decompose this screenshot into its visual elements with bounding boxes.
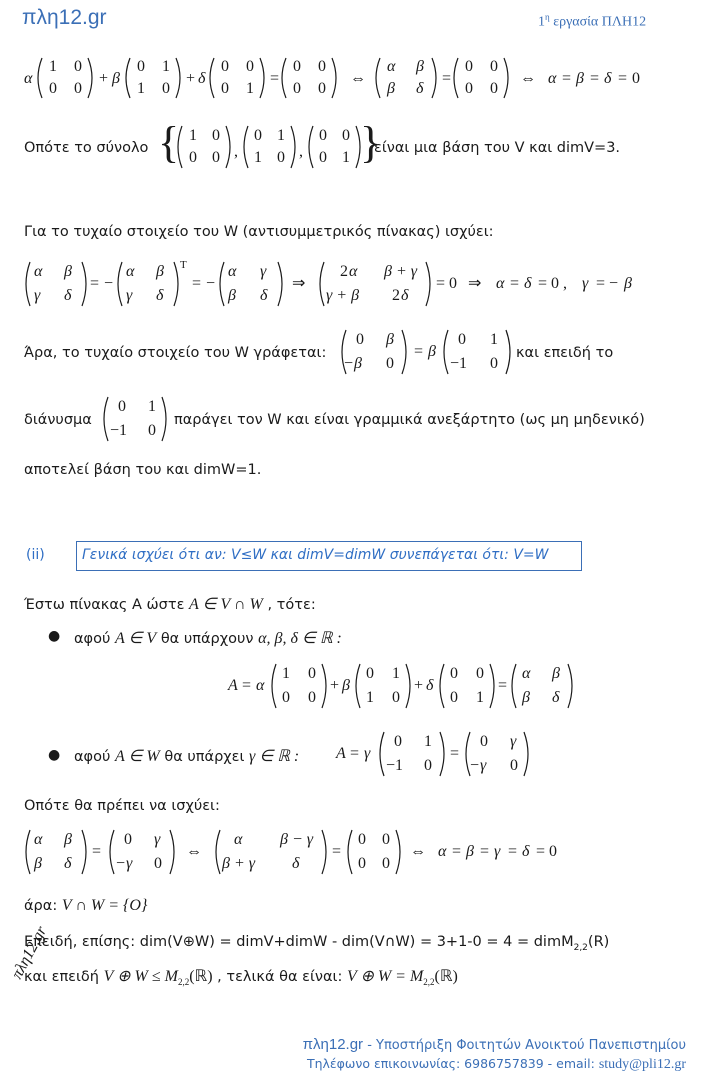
svg-text:0: 0 <box>342 127 350 144</box>
svg-text:γ: γ <box>494 843 501 860</box>
svg-text:= 0: = 0 <box>536 843 558 860</box>
svg-text:0: 0 <box>282 689 290 706</box>
svg-text:}: } <box>360 118 382 167</box>
svg-text:0: 0 <box>476 665 484 682</box>
svg-text:2: 2 <box>340 263 348 280</box>
svg-text:1: 1 <box>148 398 156 415</box>
svg-text:0: 0 <box>318 58 326 75</box>
svg-text:= 0 ,: = 0 , <box>538 275 568 292</box>
svg-text:⇔: ⇔ <box>350 70 366 87</box>
svg-text:0: 0 <box>189 149 197 166</box>
vector-after: παράγει τον W και είναι γραμμικά ανεξάρτητο (ως μη μηδενικό) <box>174 412 645 428</box>
svg-text:A: A <box>228 677 238 694</box>
svg-text:α: α <box>349 263 358 280</box>
svg-text:0: 0 <box>124 831 132 848</box>
w-basis: αποτελεί βάση του και dimW=1. <box>24 462 262 478</box>
svg-text:0: 0 <box>382 855 390 872</box>
svg-text:1: 1 <box>282 665 290 682</box>
must-hold: Οπότε θα πρέπει να ισχύει: <box>24 798 220 814</box>
svg-text:1: 1 <box>162 58 170 75</box>
svg-text:=: = <box>618 70 628 87</box>
svg-text:,: , <box>234 143 238 160</box>
svg-text:1: 1 <box>189 127 197 144</box>
svg-text:T: T <box>180 259 187 271</box>
svg-text:δ: δ <box>292 855 300 872</box>
svg-text:β: β <box>354 355 362 372</box>
svg-text:0: 0 <box>212 127 220 144</box>
svg-text:=: = <box>452 843 462 860</box>
svg-text:1: 1 <box>392 665 400 682</box>
w-general-before: Άρα, το τυχαίο στοιχείο του W γράφεται: <box>24 345 327 361</box>
svg-text:β: β <box>34 855 42 872</box>
let-math: A ∈ V ∩ W <box>189 596 263 613</box>
svg-text:α: α <box>34 831 43 848</box>
svg-text:δ: δ <box>64 287 72 304</box>
svg-text:0: 0 <box>465 58 473 75</box>
svg-text:−: − <box>116 855 126 872</box>
svg-text:β: β <box>522 689 530 706</box>
footer-email[interactable]: study@pli12.gr <box>598 1057 686 1072</box>
svg-text:δ: δ <box>198 70 206 87</box>
svg-text:γ: γ <box>260 263 267 280</box>
svg-text:0: 0 <box>632 70 640 87</box>
bullet-dot-1: ● <box>48 628 61 644</box>
dim-end: (R) <box>587 934 610 950</box>
svg-text:+: + <box>414 677 424 694</box>
svg-text:α: α <box>548 70 557 87</box>
part-ii-label: (ii) <box>26 547 45 563</box>
svg-text:0: 0 <box>221 58 229 75</box>
svg-text:=: = <box>480 843 490 860</box>
equation-antisymmetric <box>22 258 662 312</box>
svg-text:=: = <box>192 275 202 292</box>
svg-text:−: − <box>470 757 480 774</box>
svg-text:γ: γ <box>126 287 133 304</box>
svg-text:0: 0 <box>74 80 82 97</box>
svg-text:β: β <box>624 275 632 292</box>
svg-text:1: 1 <box>137 80 145 97</box>
svg-text:=: = <box>498 677 508 694</box>
svg-text:1: 1 <box>424 733 432 750</box>
svg-text:⇔: ⇔ <box>186 843 202 860</box>
w-intro: Για το τυχαίο στοιχείο του W (αντισυμμετρικός πίνακας) ισχύει: <box>24 224 494 240</box>
svg-text:δ: δ <box>524 275 532 292</box>
svg-text:=: = <box>450 745 460 762</box>
svg-text:β: β <box>228 287 236 304</box>
bullet1-math2: α, β, δ ∈ ℝ : <box>258 630 342 647</box>
svg-text:0: 0 <box>49 80 57 97</box>
dim-text: Επειδή, επίσης: dim(V⊕W) = dimV+dimW - dim(V∩W) = 3+1-0 = 4 = dimM <box>24 934 574 950</box>
svg-text:1: 1 <box>277 127 285 144</box>
svg-text:α: α <box>126 263 135 280</box>
equation-independence <box>22 52 682 104</box>
svg-text:δ: δ <box>401 287 409 304</box>
footer-phone: Τηλέφωνο επικοινωνίας: 6986757839 - email: <box>306 1056 595 1071</box>
svg-text:0: 0 <box>490 58 498 75</box>
svg-text:γ: γ <box>480 757 487 774</box>
svg-text:+: + <box>186 70 196 87</box>
bullet1-math: A ∈ V <box>115 630 157 647</box>
let-before: Έστω πίνακας Α ώστε <box>24 597 185 613</box>
svg-text:β: β <box>466 843 474 860</box>
svg-text:1: 1 <box>342 149 350 166</box>
svg-text:−: − <box>206 275 216 292</box>
w-general-after: και επειδή το <box>516 345 614 361</box>
svg-text:γ: γ <box>510 733 517 750</box>
svg-text:γ: γ <box>154 831 161 848</box>
svg-text:⇒: ⇒ <box>468 275 482 292</box>
svg-text:0: 0 <box>293 80 301 97</box>
svg-text:0: 0 <box>319 149 327 166</box>
svg-text:δ: δ <box>156 287 164 304</box>
final-paren1: (ℝ) <box>189 968 213 985</box>
svg-text:α: α <box>438 843 447 860</box>
svg-text:δ: δ <box>522 843 530 860</box>
svg-text:0: 0 <box>74 58 82 75</box>
final-math2: V ⊕ W = M <box>346 968 424 985</box>
svg-text:0: 0 <box>392 689 400 706</box>
svg-text:⇒: ⇒ <box>292 275 306 292</box>
svg-text:0: 0 <box>490 80 498 97</box>
equation-w-basis-vector <box>100 393 170 447</box>
svg-text:δ: δ <box>604 70 612 87</box>
site-logo: πλη12.gr <box>22 6 107 29</box>
svg-text:α: α <box>496 275 505 292</box>
svg-text:=: = <box>590 70 600 87</box>
svg-text:= −: = − <box>596 275 619 292</box>
svg-text:0: 0 <box>162 80 170 97</box>
svg-text:⇔: ⇔ <box>520 70 536 87</box>
svg-text:α: α <box>34 263 43 280</box>
footer-tagline: - Υποστήριξη Φοιτητών Ανοικτού Πανεπιστημίου <box>363 1038 686 1053</box>
svg-text:γ + β: γ + β <box>326 287 360 304</box>
svg-text:β: β <box>64 831 72 848</box>
svg-text:1: 1 <box>476 689 484 706</box>
footer-contact-line <box>307 1056 686 1073</box>
svg-text:0: 0 <box>386 355 394 372</box>
svg-text:β + γ: β + γ <box>222 855 256 872</box>
svg-text:{: { <box>158 118 180 167</box>
vector-before: διάνυσμα <box>24 412 92 428</box>
svg-text:−1: −1 <box>386 757 404 774</box>
svg-text:0: 0 <box>308 689 316 706</box>
svg-text:0: 0 <box>394 733 402 750</box>
svg-text:0: 0 <box>246 58 254 75</box>
svg-text:α: α <box>24 70 33 87</box>
svg-text:2: 2 <box>392 287 400 304</box>
footer-tagline-line <box>303 1036 686 1053</box>
svg-text:γ: γ <box>34 287 41 304</box>
svg-text:0: 0 <box>358 831 366 848</box>
final-mid: , τελικά θα είναι: <box>217 969 343 985</box>
bullet2-math2: γ ∈ ℝ : <box>249 748 300 765</box>
equation-intersection <box>22 826 622 880</box>
svg-text:β: β <box>64 263 72 280</box>
svg-text:γ: γ <box>364 745 371 762</box>
bullet-dot-2: ● <box>48 747 61 763</box>
dim-line <box>24 934 609 953</box>
hence-line <box>24 897 147 915</box>
svg-text:0: 0 <box>137 58 145 75</box>
bullet2-before: αφού <box>74 749 111 765</box>
svg-text:0: 0 <box>254 127 262 144</box>
bullet1-mid: θα υπάρχουν <box>160 631 254 647</box>
final-before: και επειδή <box>24 969 99 985</box>
svg-text:=: = <box>242 677 252 694</box>
svg-text:1: 1 <box>246 80 254 97</box>
assignment-sup: η <box>545 12 550 22</box>
svg-text:β − γ: β − γ <box>280 831 314 848</box>
bullet1-before: αφού <box>74 631 111 647</box>
svg-text:0: 0 <box>148 422 156 439</box>
bullet2-math: A ∈ W <box>115 748 160 765</box>
svg-text:δ: δ <box>260 287 268 304</box>
svg-text:0: 0 <box>319 127 327 144</box>
svg-text:0: 0 <box>465 80 473 97</box>
svg-text:0: 0 <box>490 355 498 372</box>
svg-text:β: β <box>342 677 350 694</box>
equation-basis-set <box>156 118 382 176</box>
equation-a-in-v <box>228 660 578 714</box>
svg-text:+: + <box>99 70 109 87</box>
svg-text:=: = <box>270 70 280 87</box>
hence-label: άρα: <box>24 898 58 914</box>
svg-text:−: − <box>104 275 114 292</box>
svg-text:0: 0 <box>458 331 466 348</box>
final-sub1: 2,2 <box>177 976 190 987</box>
hence-math: V ∩ W = {O} <box>61 897 148 914</box>
final-sub2: 2,2 <box>423 976 435 987</box>
svg-text:=: = <box>508 843 518 860</box>
svg-text:β: β <box>428 343 436 360</box>
svg-text:0: 0 <box>366 665 374 682</box>
svg-text:0: 0 <box>212 149 220 166</box>
bullet2-mid: θα υπάρχει <box>164 749 245 765</box>
svg-text:=: = <box>562 70 572 87</box>
svg-text:1: 1 <box>490 331 498 348</box>
footer-site[interactable]: πλη12.gr <box>302 1036 364 1053</box>
svg-text:=: = <box>332 843 342 860</box>
svg-text:+: + <box>330 677 340 694</box>
svg-text:0: 0 <box>293 58 301 75</box>
basis-text-after: είναι μια βάση του V και dimV=3. <box>374 140 621 156</box>
assignment-header <box>538 12 646 31</box>
equation-a-in-w <box>336 728 532 782</box>
svg-text:β + γ: β + γ <box>384 263 418 280</box>
svg-text:0: 0 <box>118 398 126 415</box>
svg-text:β: β <box>156 263 164 280</box>
svg-text:α: α <box>387 58 396 75</box>
svg-text:γ: γ <box>126 855 133 872</box>
svg-text:0: 0 <box>318 80 326 97</box>
let-after: , τότε: <box>267 597 316 613</box>
boxed-statement: Γενικά ισχύει ότι αν: V≤W και dimV=dimW συνεπάγεται ότι: V=W <box>82 547 549 563</box>
final-math1: V ⊕ W ≤ M <box>103 968 178 985</box>
final-line <box>24 966 458 987</box>
assignment-text: εργασία ΠΛΗ12 <box>553 14 647 30</box>
svg-text:0: 0 <box>450 689 458 706</box>
svg-text:δ: δ <box>552 689 560 706</box>
svg-text:δ: δ <box>426 677 434 694</box>
svg-text:0: 0 <box>450 665 458 682</box>
svg-text:=: = <box>92 843 102 860</box>
assignment-number: 1 <box>538 14 545 30</box>
svg-text:1: 1 <box>366 689 374 706</box>
svg-text:0: 0 <box>424 757 432 774</box>
svg-text:=: = <box>442 70 452 87</box>
svg-text:0: 0 <box>358 855 366 872</box>
svg-text:β: β <box>416 58 424 75</box>
basis-text-before: Οπότε το σύνολο <box>24 140 149 156</box>
bullet-1 <box>74 628 342 648</box>
svg-text:=: = <box>90 275 100 292</box>
svg-text:=: = <box>350 745 360 762</box>
svg-text:0: 0 <box>221 80 229 97</box>
svg-text:A: A <box>336 745 346 762</box>
svg-text:α: α <box>522 665 531 682</box>
svg-text:0: 0 <box>510 757 518 774</box>
svg-text:β: β <box>386 331 394 348</box>
svg-text:−1: −1 <box>450 355 468 372</box>
svg-text:=: = <box>414 343 424 360</box>
svg-text:1: 1 <box>254 149 262 166</box>
svg-text:γ: γ <box>582 275 589 292</box>
svg-text:0: 0 <box>154 855 162 872</box>
svg-text:1: 1 <box>49 58 57 75</box>
final-paren2: (ℝ) <box>434 968 458 985</box>
svg-text:−1: −1 <box>110 422 128 439</box>
svg-text:πλη12.gr: πλη12.gr <box>8 923 51 982</box>
svg-text:β: β <box>576 70 584 87</box>
svg-text:=: = <box>510 275 520 292</box>
equation-w-general <box>338 326 516 380</box>
svg-text:,: , <box>299 143 303 160</box>
svg-text:0: 0 <box>382 831 390 848</box>
svg-text:δ: δ <box>416 80 424 97</box>
svg-text:β: β <box>112 70 120 87</box>
bullet-2 <box>74 746 299 766</box>
svg-text:⇔: ⇔ <box>410 843 426 860</box>
svg-text:α: α <box>228 263 237 280</box>
svg-text:β: β <box>387 80 395 97</box>
svg-text:= 0: = 0 <box>436 275 458 292</box>
svg-text:0: 0 <box>356 331 364 348</box>
svg-text:0: 0 <box>480 733 488 750</box>
svg-text:0: 0 <box>277 149 285 166</box>
svg-text:0: 0 <box>308 665 316 682</box>
svg-text:−: − <box>344 355 354 372</box>
svg-text:δ: δ <box>64 855 72 872</box>
dim-sub: 2,2 <box>573 942 588 953</box>
svg-text:α: α <box>256 677 265 694</box>
svg-text:β: β <box>552 665 560 682</box>
let-line <box>24 594 316 614</box>
svg-text:α: α <box>234 831 243 848</box>
